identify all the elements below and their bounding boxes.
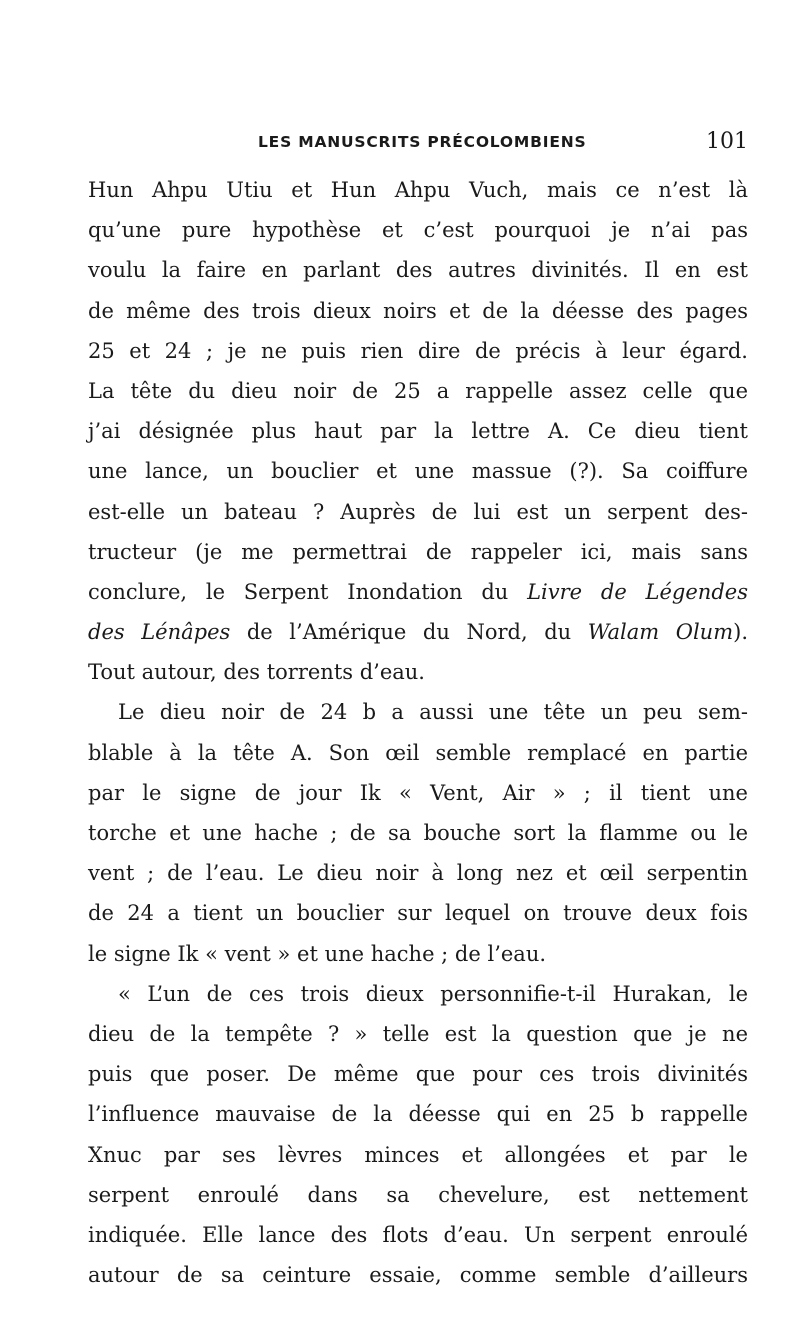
text-line: qu’une pure hypothèse et c’est pourquoi je n’ai pas <box>88 218 748 243</box>
page-number: 101 <box>706 129 748 154</box>
text-line: j’ai désignée plus haut par la lettre A. Ce dieu tient <box>88 419 748 444</box>
text-line: voulu la faire en parlant des autres divinités. Il en est <box>88 258 748 283</box>
text-line: dieu de la tempête ? » telle est la question que je ne <box>88 1021 748 1046</box>
text-line <box>88 572 748 612</box>
running-head <box>0 129 800 159</box>
text-line: Le dieu noir de 24 b a aussi une tête un peu sem- <box>118 700 748 725</box>
text-line: 25 et 24 ; je ne puis rien dire de précis à leur égard. <box>88 338 748 363</box>
text-line: indiquée. Elle lance des flots d’eau. Un serpent enroulé <box>88 1222 748 1247</box>
text-line: Hun Ahpu Utiu et Hun Ahpu Vuch, mais ce n’est là <box>88 178 748 202</box>
body-text <box>88 170 748 1295</box>
italic-title: des Lénâpes <box>88 620 231 645</box>
running-title: LES MANUSCRITS PRÉCOLOMBIENS <box>258 133 587 151</box>
text-segment: conclure, le Serpent Inondation du <box>88 579 509 604</box>
text-line: autour de sa ceinture essaie, comme semble d’ailleurs <box>88 1263 748 1288</box>
text-line: « L’un de ces trois dieux personnifie-t-il Hurakan, le <box>118 981 748 1006</box>
text-line: une lance, un bouclier et une massue (?). Sa coiffure <box>88 459 748 484</box>
italic-title: Walam Olum <box>587 620 734 645</box>
text-line: par le signe de jour Ik « Vent, Air » ; il tient une <box>88 780 748 805</box>
text-line: vent ; de l’eau. Le dieu noir à long nez et œil serpentin <box>88 861 748 886</box>
text-line: blable à la tête A. Son œil semble remplacé en partie <box>88 740 748 765</box>
text-segment: de l’Amérique du Nord, du <box>246 620 572 645</box>
text-line: torche et une hache ; de sa bouche sort la flamme ou le <box>88 821 748 845</box>
text-line: des Lénâpes de l’Amérique du Nord, du Walam Olum). <box>88 620 748 645</box>
text-line: de 24 a tient un bouclier sur lequel on trouve deux fois <box>88 901 748 926</box>
text-line: La tête du dieu noir de 25 a rappelle assez celle que <box>88 378 748 403</box>
text-line: Tout autour, des torrents d’eau. <box>88 660 425 685</box>
text-line: puis que poser. De même que pour ces trois divinités <box>88 1062 748 1087</box>
text-line: tructeur (je me permettrai de rappeler ici, mais sans <box>88 539 748 564</box>
text-line: Xnuc par ses lèvres minces et allongées et par le <box>88 1142 748 1167</box>
text-line: l’influence mauvaise de la déesse qui en 25 b rappelle <box>88 1102 748 1127</box>
text-line: le signe Ik « vent » et une hache ; de l’eau. <box>88 941 547 966</box>
italic-title: Livre de Légendes <box>527 579 748 604</box>
text-line: serpent enroulé dans sa chevelure, est nettement <box>88 1182 748 1207</box>
text-line: est-elle un bateau ? Auprès de lui est un serpent des- <box>88 499 748 524</box>
text-line: de même des trois dieux noirs et de la déesse des pages <box>88 298 748 323</box>
